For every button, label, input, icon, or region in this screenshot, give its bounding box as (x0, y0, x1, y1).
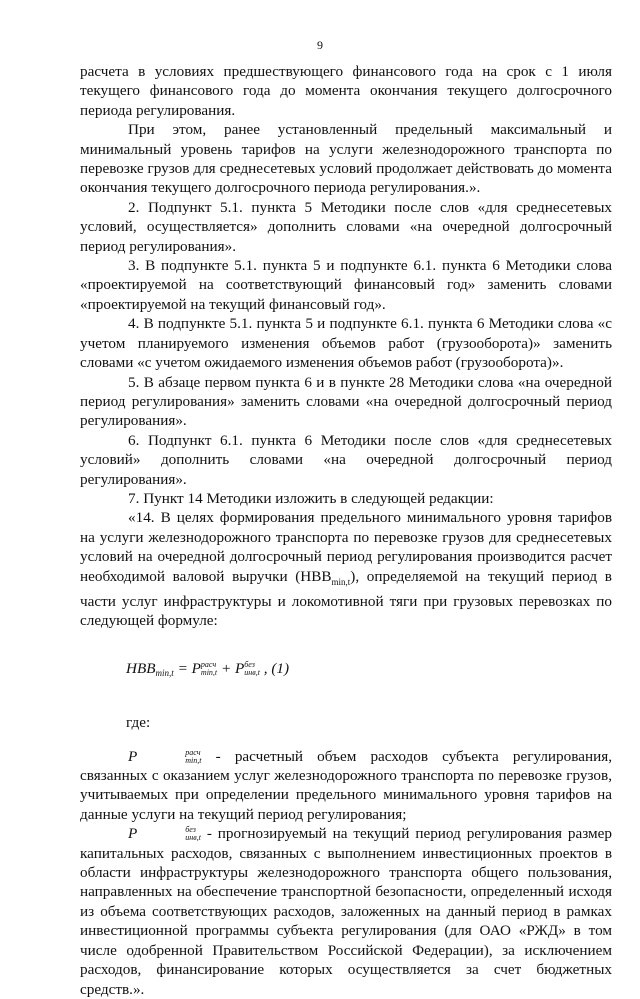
paragraph-2: При этом, ранее установленный предельный максимальный и минимальный уровень тарифов на услуги железнодорожного транспорта по перевозке грузов для среднесетевых условий продолжает действовать до момента окончания текущего долгосрочного периода регулирования.». (80, 121, 612, 197)
definition-2 (80, 824, 612, 999)
formula-term1-indices (201, 661, 217, 677)
paragraph-5: 4. В подпункте 5.1. пункта 5 и подпункте 6.1. пункта 6 Методики слова «с учетом планируемого изменения объемов работ (грузооборота)» заменить словами «с учетом ожидаемого изменения объемов работ (грузооборота)». (80, 315, 612, 372)
formula-term1-sup: расч (200, 659, 217, 669)
formula-eq: = P (173, 659, 201, 677)
definition-1-symbol: P (128, 747, 138, 765)
definition-2-sup: без (185, 825, 196, 835)
document-body (80, 62, 612, 999)
formula-number: , (1) (259, 659, 290, 677)
definition-1-text: - расчетный объем расходов субъекта регулирования, связанных с оказанием услуг железнодорожного транспорта по перевозке грузов, учитываемых при определении предельного минимального уровня тарифов на данные услуги на текущий период регулирования; (80, 747, 612, 823)
paragraph-9-tail: ), определяемой на текущий период в части услуг инфраструктуры и локомотивной тяги при грузовых перевозках по следующей формуле: (80, 567, 612, 630)
definition-2-symbol: P (128, 825, 138, 843)
formula-lhs: НВВ (126, 659, 156, 677)
page-number: 9 (317, 38, 323, 52)
definition-2-indices (137, 826, 201, 842)
formula-term2-sub: инв,t (244, 667, 260, 677)
definition-1-indices (137, 749, 201, 765)
paragraph-1: расчета в условиях предшествующего финансового года на срок с 1 июля текущего финансового года до момента окончания текущего долгосрочного периода регулирования. (80, 63, 612, 119)
paragraph-3: 2. Подпункт 5.1. пункта 5 Методики после слов «для среднесетевых условий, осуществляется» дополнить словами «на очередной долгосрочный период регулирования». (80, 198, 612, 255)
definition-2-text: - прогнозируемый на текущий период регулирования размер капитальных расходов, связанных с выполнением инвестиционных проектов в области инфраструктуры железнодорожного транспорта общего пользования, направленных на обеспечение транспортной безопасности, определенный исходя из объема соответствующих расходов, заложенных на данный период в рамках инвестиционной программы субъекта регулирования (для ОАО «РЖД» в том числе одобренной Правительством Российской Федерации), за исключением расходов, финансирование которых осуществляется за счет бюджетных средств.». (80, 825, 612, 998)
definition-2-sub: инв,t (185, 833, 201, 843)
paragraph-6: 5. В абзаце первом пункта 6 и в пункте 28 Методики слова «на очередной период регулирования» заменить словами «на очередной долгосрочный период регулирования». (80, 373, 612, 430)
definition-1-sup: расч (185, 747, 201, 757)
paragraph-9-text: «14. В целях формирования предельного минимального уровня тарифов на услуги железнодорожного транспорта по перевозке грузов для среднесетевых условий на очередной долгосрочный период регулирования производится расчет необходимой валовой выручки (НВВ (80, 509, 612, 585)
definition-1 (80, 747, 612, 825)
formula-term2-sup: без (244, 659, 255, 669)
definition-1-sub: min,t (185, 755, 202, 765)
paragraph-4: 3. В подпункте 5.1. пункта 5 и подпункте 6.1. пункта 6 Методики слова «проектируемой на соответствующий финансовый год» заменить словами «проектируемой на текущий финансовый год». (80, 257, 612, 313)
formula-term2-indices (244, 661, 260, 677)
paragraph-9-subscript: min,t (331, 576, 351, 587)
formula-plus: + P (217, 659, 245, 677)
formula-lhs-sub: min,t (155, 667, 174, 678)
paragraph-9 (80, 508, 612, 630)
formula-1 (126, 659, 612, 683)
where-label: где: (126, 714, 151, 732)
paragraph-8: 7. Пункт 14 Методики изложить в следующей редакции: (128, 489, 494, 507)
formula-term1-sub: min,t (200, 667, 218, 677)
paragraph-7: 6. Подпункт 6.1. пункта 6 Методики после слов «для среднесетевых условий» дополнить словами «на очередной долгосрочный период регулирования». (80, 431, 612, 488)
